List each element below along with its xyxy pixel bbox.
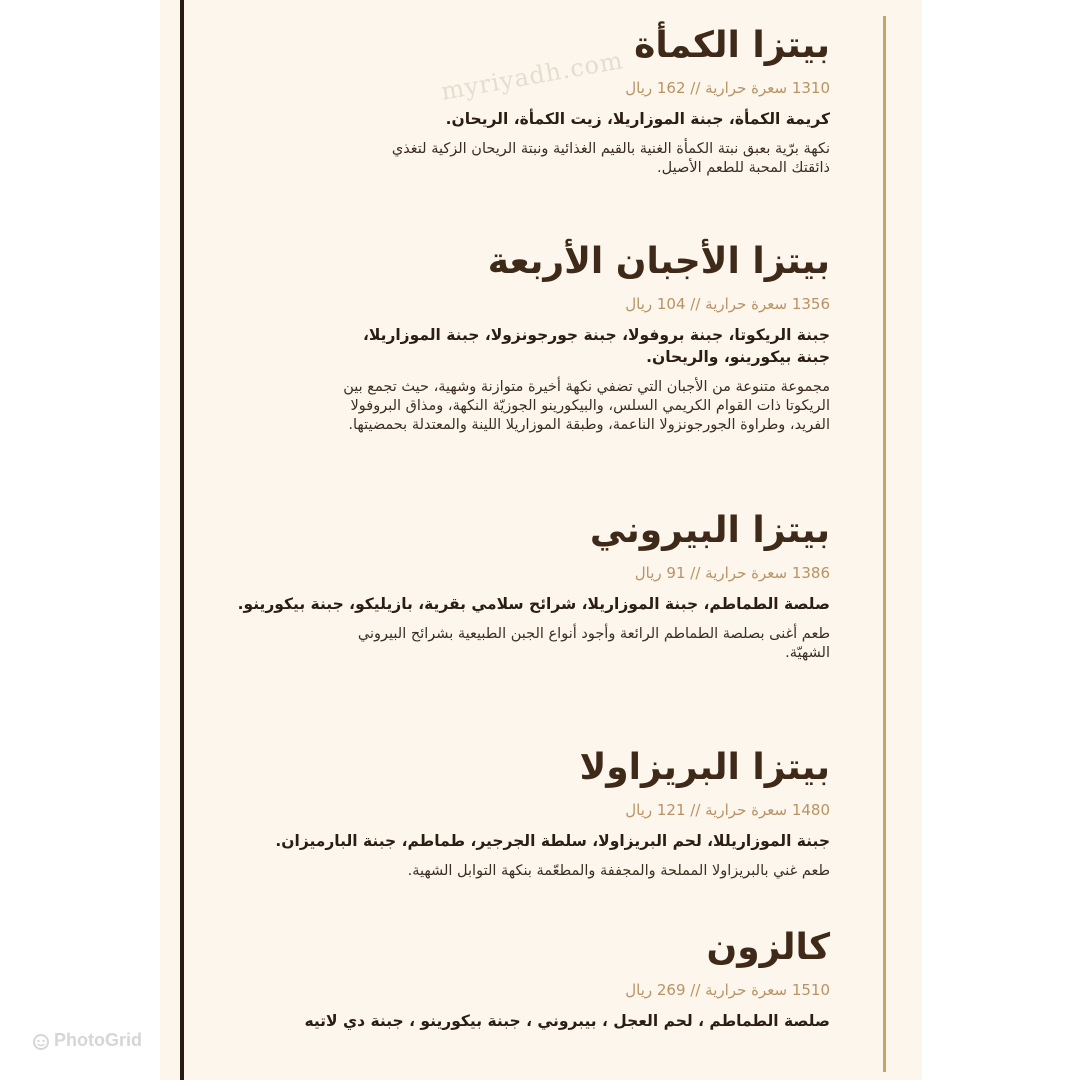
- menu-item-bresaola-pizza: [200, 744, 830, 881]
- item-ingredients: جبنة الموزاريللا، لحم البريزاولا، سلطة الجرجير، طماطم، جبنة البارميزان.: [275, 832, 830, 850]
- right-border-rule: [883, 16, 886, 1072]
- photogrid-logo-icon: [32, 1032, 50, 1050]
- item-title: كالزون: [706, 927, 830, 968]
- item-calories-price: 1310 سعرة حرارية // 162 ريال: [625, 79, 830, 97]
- item-calories-price: 1510 سعرة حرارية // 269 ريال: [625, 981, 830, 999]
- menu-item-truffle-pizza: [200, 22, 830, 178]
- left-border-rule: [180, 0, 184, 1080]
- menu-item-pepperoni-pizza: [200, 507, 830, 663]
- item-ingredients: صلصة الطماطم، جبنة الموزاريلا، شرائح سلامي بقرية، بازيليكو، جبنة بيكورينو.: [237, 595, 830, 613]
- item-calories-price: 1386 سعرة حرارية // 91 ريال: [634, 564, 830, 582]
- item-title: بيتزا البيروني: [589, 510, 830, 551]
- photogrid-badge: [32, 1030, 142, 1051]
- item-calories-price: 1356 سعرة حرارية // 104 ريال: [625, 295, 830, 313]
- menu-item-calzone: [200, 924, 830, 1032]
- item-title: بيتزا الكمأة: [634, 25, 830, 66]
- menu-list: [200, 0, 830, 1080]
- item-title: بيتزا الأجبان الأربعة: [487, 241, 830, 282]
- item-title: بيتزا البريزاولا: [579, 747, 830, 788]
- item-description: نكهة برّية بعبق نبتة الكمأة الغنية بالقيم الغذائية ونبتة الريحان الزكية لتغذي ذائقتك المحبة للطعم الأصيل.: [391, 141, 830, 176]
- watermark: myriyadh.com: [438, 46, 626, 106]
- menu-item-four-cheese-pizza: [200, 238, 830, 435]
- photogrid-label: PhotoGrid: [54, 1030, 142, 1050]
- item-description: طعم أغنى بصلصة الطماطم الرائعة وأجود أنواع الجبن الطبيعية بشرائح البيروني الشهيّة.: [357, 626, 830, 661]
- item-ingredients: صلصة الطماطم ، لحم العجل ، بيبروني ، جبنة بيكورينو ، جبنة دي لاتيه: [304, 1012, 830, 1030]
- item-ingredients: كريمة الكمأة، جبنة الموزاريلا، زيت الكمأة، الريحان.: [445, 110, 830, 128]
- item-description: طعم غني بالبريزاولا المملحة والمجففة والمطعّمة بنكهة التوابل الشهية.: [407, 863, 830, 879]
- item-ingredients: جبنة الريكوتا، جبنة بروفولا، جبنة جورجونزولا، جبنة الموزاريلا، جبنة بيكورينو، والريحان.: [362, 326, 830, 366]
- item-calories-price: 1480 سعرة حرارية // 121 ريال: [625, 801, 830, 819]
- item-description: مجموعة متنوعة من الأجبان التي تضفي نكهة أخيرة متوازنة وشهية، حيث تجمع بين الريكوتا ذات القوام الكريمي السلس، والبيكورينو الجوزيّة النكهة، ومذاق البروفولا الفريد، وطراوة الجورجونزولا الناعمة، وطبقة الموزاريلا اللينة والمعتدلة بحمضيتها.: [343, 379, 830, 433]
